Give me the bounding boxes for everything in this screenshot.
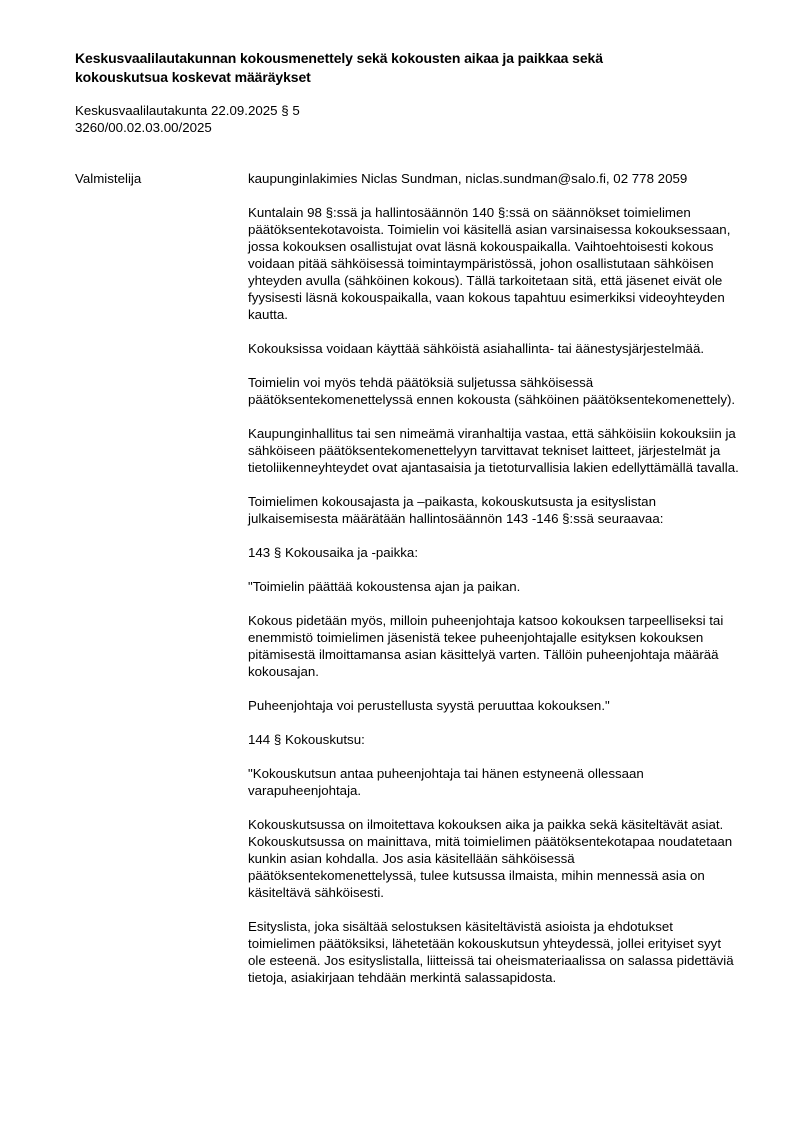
body-text-column (248, 170, 741, 986)
preparer-label: Valmistelija (75, 171, 142, 186)
preparer-value: kaupunginlakimies Niclas Sundman, niclas.sundman@salo.fi, 02 778 2059 (248, 171, 688, 186)
case-number: 3260/00.02.03.00/2025 (75, 120, 212, 135)
paragraph-technical-requirements: Kaupunginhallitus tai sen nimeämä viranhaltija vastaa, että sähköisiin kokouksiin ja sähköiseen päätöksentekomenettelyyn tarvittavat tekniset laitteet, järjestelmät ja tietoliikenneyhteydet ovat ajantasaisia ja tietoturvallisia lakien edellyttämällä tavalla. (248, 426, 739, 475)
document-meta (75, 102, 794, 136)
paragraph-electronic-systems: Kokouksissa voidaan käyttää sähköistä asiahallinta- tai äänestysjärjestelmää. (248, 341, 705, 356)
document-body (75, 170, 794, 986)
meeting-reference: Keskusvaalilautakunta 22.09.2025 § 5 (75, 103, 300, 118)
paragraph-144-quote-1: "Kokouskutsun antaa puheenjohtaja tai hänen estyneenä ollessaan varapuheenjohtaja. (248, 766, 644, 798)
paragraph-144-quote-2: Kokouskutsussa on ilmoitettava kokouksen aika ja paikka sekä käsiteltävät asiat. Kokouskutsussa on mainittava, mitä toimielimen päätöksentekotapaa noudatetaan kunkin asian kohdalla. Jos asia käsitellään sähköisessä päätöksentekomenettelyssä, tulee kutsussa ilmaista, mihin mennessä asia on käsiteltävä sähköisesti. (248, 817, 733, 900)
paragraph-decision-methods: Kuntalain 98 §:ssä ja hallintosäännön 140 §:ssä on säännökset toimielimen päätöksentekotavoista. Toimielin voi käsitellä asian varsinaisessa kokouksessaan, jossa kokouksen osallistujat ovat läsnä kokouspaikalla. Vaihtoehtoisesti kokous voidaan pitää sähköisessä toimintaympäristössä, johon osallistutaan sähköisen yhteyden avulla (sähköinen kokous). Tällä tarkoitetaan sitä, että jäsenet eivät ole fyysisesti läsnä kokouspaikalla, vaan kokous tapahtuu esimerkiksi videoyhteyden kautta. (248, 205, 731, 322)
paragraph-144-quote-3: Esityslista, joka sisältää selostuksen käsiteltävistä asioista ja ehdotukset toimielimen päätöksiksi, lähetetään kokouskutsun yhteydessä, jollei erityiset syyt ole esteenä. Jos esityslistalla, liitteissä tai oheismateriaalissa on salassa pidettäviä tietoja, asiakirjaan tehdään merkintä salassapidosta. (248, 919, 734, 985)
paragraph-143-quote-2: Kokous pidetään myös, milloin puheenjohtaja katsoo kokouksen tarpeelliseksi tai enemmistö toimielimen jäsenistä tekee puheenjohtajalle esityksen kokouksen pitämisestä ilmoittamansa asian käsittelyä varten. Tällöin puheenjohtaja määrää kokousajan. (248, 613, 724, 679)
document-title: Keskusvaalilautakunnan kokousmenettely sekä kokousten aikaa ja paikkaa sekä kokouskutsua koskevat määräykset (75, 50, 603, 85)
paragraph-hallintosaanto-reference: Toimielimen kokousajasta ja –paikasta, kokouskutsusta ja esityslistan julkaisemisesta määrätään hallintosäännön 143 -146 §:ssä seuraavaa: (248, 494, 664, 526)
paragraph-electronic-decision-procedure: Toimielin voi myös tehdä päätöksiä suljetussa sähköisessä päätöksentekomenettelyssä ennen kokousta (sähköinen päätöksentekomenettely). (248, 375, 736, 407)
paragraph-143-quote-3: Puheenjohtaja voi perustellusta syystä peruuttaa kokouksen." (248, 698, 610, 713)
section-heading-144: 144 § Kokouskutsu: (248, 732, 365, 747)
section-heading-143: 143 § Kokousaika ja -paikka: (248, 545, 419, 560)
paragraph-143-quote-1: "Toimielin päättää kokoustensa ajan ja paikan. (248, 579, 521, 594)
